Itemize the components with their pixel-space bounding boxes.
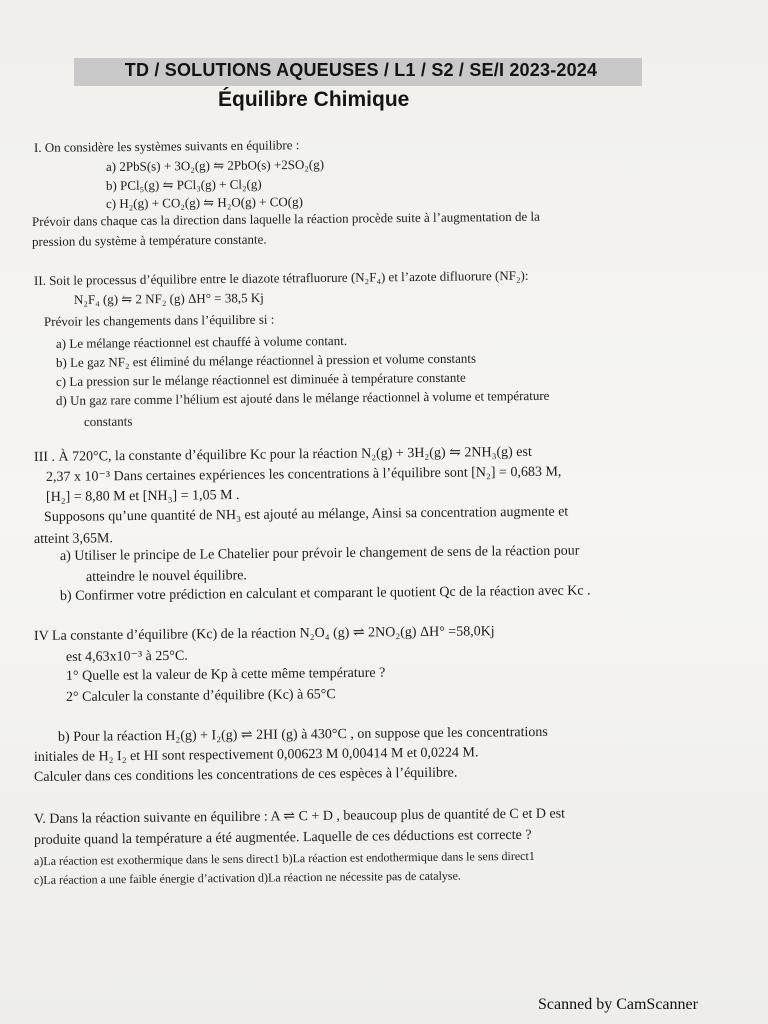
text-line: b) Pour la réaction H₂(g) + I₂(g) ⇌ 2HI (g) à 430°C , on suppose que les concentrations (57, 724, 548, 745)
text-line: III . À 720°C, la constante d’équilibre Kc pour la réaction N₂(g) + 3H₂(g) ⇋ 2NH₃(g) est (33, 444, 532, 465)
text-line: est 4,63x10⁻³ à 25°C. (65, 648, 188, 665)
document-title: TD / SOLUTIONS AQUEUSES / L1 / S2 / SE/I 2023-2024 (124, 60, 598, 80)
text-line: 2° Calculer la constante d’équilibre (Kc) à 65°C (65, 687, 336, 705)
text-line: Prévoir les changements dans l’équilibre si : (43, 311, 275, 329)
text-line: b) Confirmer votre prédiction en calculant et comparant le quotient Qc de la réaction avec Kc . (59, 583, 591, 604)
document-subtitle: Équilibre Chimique (218, 88, 410, 111)
text-line: produite quand la température a été augmentée. Laquelle de ces déductions est correcte ? (33, 827, 532, 848)
text-line: 1° Quelle est la valeur de Kp à cette même température ? (65, 665, 386, 684)
text-line: b) PCl₅(g) ⇋ PCl₃(g) + Cl₂(g) (105, 176, 262, 193)
text-line: a) Le mélange réactionnel est chauffé à volume contant. (55, 332, 348, 351)
text-line: Calculer dans ces conditions les concentrations de ces espèces à l’équilibre. (33, 765, 458, 785)
text-line: Prévoir dans chaque cas la direction dans laquelle la réaction procède suite à l’augmentation de la (31, 208, 540, 229)
text-line: d) Un gaz rare comme l’hélium est ajouté dans le mélange réactionnel à volume et température (55, 387, 550, 408)
text-line: a)La réaction est exothermique dans le sens direct1 b)La réaction est endothermique dans le sens direct1 (33, 848, 535, 868)
text-line: pression du système à température constante. (31, 231, 267, 249)
text-line: a) Utiliser le principe de Le Chatelier pour prévoir le changement de sens de la réaction pour (59, 543, 580, 564)
text-line: initiales de H₂ I₂ et HI sont respectivement 0,00623 M 0,00414 M et 0,0224 M. (33, 745, 479, 765)
text-line: 2,37 x 10⁻³ Dans certaines expériences les concentrations à l’équilibre sont [N₂] = 0,683 M, (45, 464, 562, 485)
text-line: c)La réaction a une faible énergie d’activation d)La réaction ne nécessite pas de catalyse. (33, 868, 461, 887)
text-line: Supposons qu’une quantité de NH₃ est ajouté au mélange, Ainsi sa concentration augmente et (43, 504, 569, 525)
text-line: c) La pression sur le mélange réactionnel est diminuée à température constante (55, 369, 466, 389)
text-line: atteindre le nouvel équilibre. (85, 568, 248, 585)
text-line: a) 2PbS(s) + 3O₂(g) ⇋ 2PbO(s) +2SO₂(g) (105, 156, 325, 174)
text-line: b) Le gaz NF₂ est éliminé du mélange réactionnel à pression et volume constants (55, 350, 477, 370)
text-line: V. Dans la réaction suivante en équilibre : A ⇌ C + D , beaucoup plus de quantité de C et D est (33, 806, 566, 827)
text-line: [H₂] = 8,80 M et [NH₃] = 1,05 M . (45, 487, 240, 505)
text-line: N₂F₄ (g) ⇋ 2 NF₂ (g) ΔH° = 38,5 Kj (73, 290, 264, 307)
scanner-watermark: Scanned by CamScanner (538, 996, 698, 1013)
text-line: atteint 3,65M. (33, 531, 114, 547)
text-line: constants (83, 413, 133, 429)
text-line: IV La constante d’équilibre (Kc) de la réaction N₂O₄ (g) ⇌ 2NO₂(g) ΔH° =58,0Kj (33, 624, 495, 644)
text-line: c) H₂(g) + CO₂(g) ⇋ H₂O(g) + CO(g) (105, 193, 303, 211)
text-line: II. Soit le processus d’équilibre entre le diazote tétrafluorure (N₂F₄) et l’azote difluorure (NF₂): (33, 267, 529, 288)
text-line: I. On considère les systèmes suivants en équilibre : (33, 137, 300, 155)
